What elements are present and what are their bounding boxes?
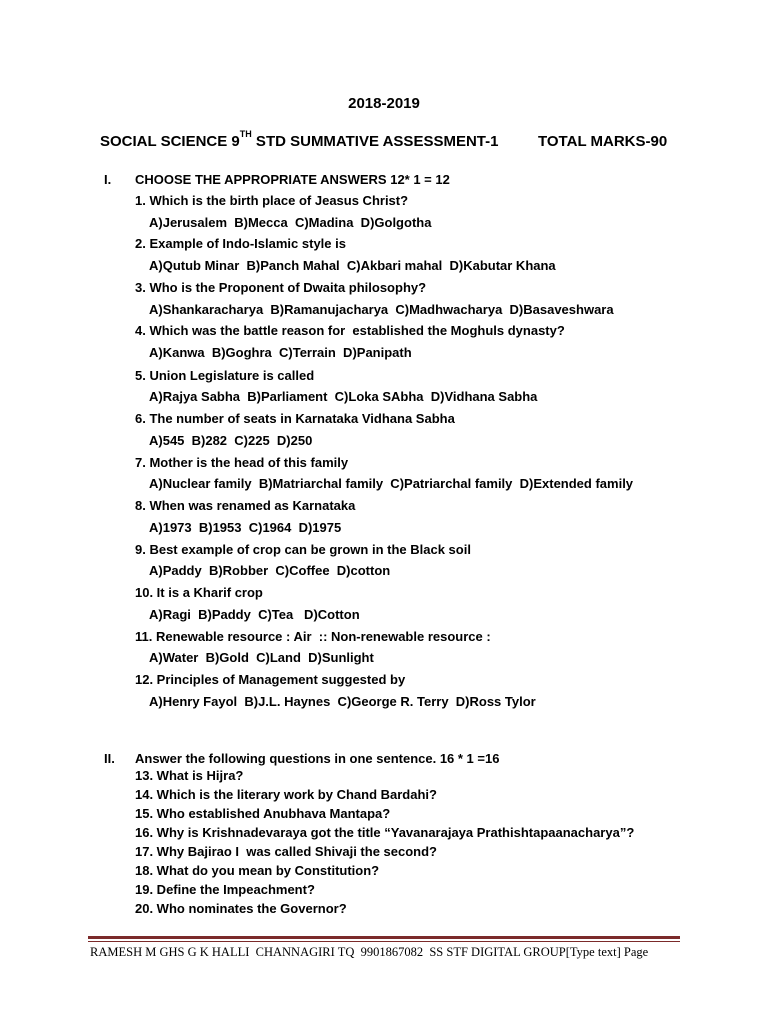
question: 10. It is a Kharif crop	[135, 585, 263, 600]
question: 8. When was renamed as Karnataka	[135, 498, 356, 513]
section-numeral: II.	[104, 751, 115, 766]
question-options: A)Kanwa B)Goghra C)Terrain D)Panipath	[149, 345, 412, 360]
question: 20. Who nominates the Governor?	[135, 901, 347, 916]
question-options: A)1973 B)1953 C)1964 D)1975	[149, 520, 342, 535]
page-footer: RAMESH M GHS G K HALLI CHANNAGIRI TQ 9901867082 SS STF DIGITAL GROUP[Type text] Page	[90, 945, 649, 959]
footer-divider	[88, 936, 680, 939]
question-options: A)Henry Fayol B)J.L. Haynes C)George R. Terry D)Ross Tylor	[149, 694, 536, 709]
question-options: A)Water B)Gold C)Land D)Sunlight	[149, 650, 374, 665]
exam-title	[100, 129, 680, 150]
total-marks: TOTAL MARKS-90	[538, 133, 668, 150]
question: 12. Principles of Management suggested by	[135, 672, 406, 687]
question: 2. Example of Indo-Islamic style is	[135, 236, 346, 251]
section-heading: CHOOSE THE APPROPRIATE ANSWERS 12* 1 = 12	[135, 172, 450, 187]
question-options: A)Rajya Sabha B)Parliament C)Loka SAbha D)Vidhana Sabha	[149, 389, 538, 404]
question-options: A)Qutub Minar B)Panch Mahal C)Akbari mahal D)Kabutar Khana	[149, 258, 556, 273]
question: 18. What do you mean by Constitution?	[135, 863, 380, 878]
question: 15. Who established Anubhava Mantapa?	[135, 806, 391, 821]
question-options: A)Paddy B)Robber C)Coffee D)cotton	[149, 563, 391, 578]
question-options: A)Ragi B)Paddy C)Tea D)Cotton	[149, 607, 360, 622]
question: 16. Why is Krishnadevaraya got the title “Yavanarajaya Prathishtapaanacharya”?	[135, 825, 635, 840]
question-options: A)545 B)282 C)225 D)250	[149, 433, 313, 448]
question: 7. Mother is the head of this family	[135, 455, 349, 470]
std-superscript: TH	[239, 129, 252, 139]
question: 4. Which was the battle reason for established the Moghuls dynasty?	[135, 323, 565, 338]
question-options: A)Shankaracharya B)Ramanujacharya C)Madhwacharya D)Basaveshwara	[149, 302, 614, 317]
assessment-label: STD SUMMATIVE ASSESSMENT-1	[251, 133, 499, 150]
question-options: A)Nuclear family B)Matriarchal family C)Patriarchal family D)Extended family	[149, 476, 634, 491]
question: 14. Which is the literary work by Chand Bardahi?	[135, 787, 437, 802]
question: 17. Why Bajirao I was called Shivaji the second?	[135, 844, 437, 859]
question: 11. Renewable resource : Air :: Non-renewable resource :	[135, 629, 491, 644]
question: 3. Who is the Proponent of Dwaita philosophy?	[135, 280, 427, 295]
footer-divider-thin	[88, 941, 680, 942]
section-numeral: I.	[104, 172, 112, 187]
question: 13. What is Hijra?	[135, 768, 244, 783]
question: 9. Best example of crop can be grown in the Black soil	[135, 542, 471, 557]
question: 1. Which is the birth place of Jeasus Christ?	[135, 193, 409, 208]
exam-year: 2018-2019	[348, 95, 420, 112]
subject-label: SOCIAL SCIENCE 9	[100, 133, 240, 150]
question-options: A)Jerusalem B)Mecca C)Madina D)Golgotha	[149, 215, 432, 230]
question: 19. Define the Impeachment?	[135, 882, 315, 897]
question: 5. Union Legislature is called	[135, 368, 315, 383]
section-heading: Answer the following questions in one sentence. 16 * 1 =16	[135, 751, 500, 766]
question: 6. The number of seats in Karnataka Vidhana Sabha	[135, 411, 455, 426]
